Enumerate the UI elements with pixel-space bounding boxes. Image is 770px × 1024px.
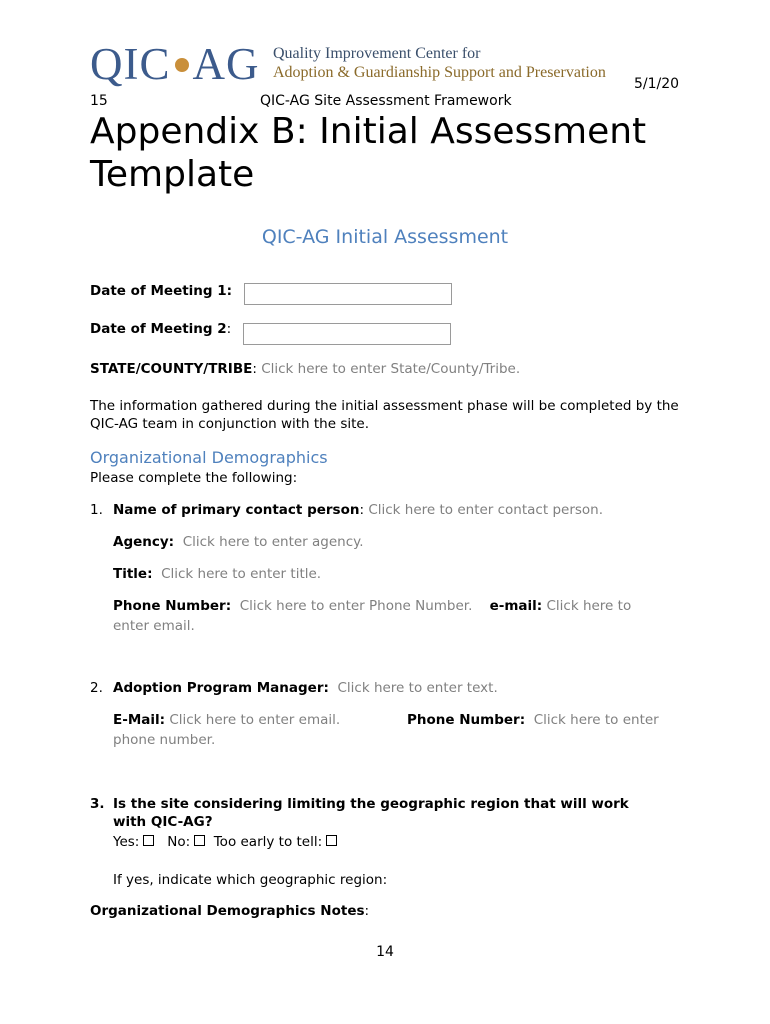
logo-wordmark: QIC AG bbox=[90, 39, 260, 89]
q1-sep: : bbox=[359, 502, 369, 518]
title-row bbox=[113, 564, 321, 584]
page-number: 14 bbox=[376, 944, 394, 960]
title-input[interactable]: Click here to enter title. bbox=[161, 566, 322, 582]
q3-question-line2: with QIC-AG? bbox=[113, 814, 213, 830]
agency-input[interactable]: Click here to enter agency. bbox=[182, 534, 364, 550]
program-manager-input[interactable]: Click here to enter text. bbox=[337, 680, 498, 696]
contact-person-input[interactable]: Click here to enter contact person. bbox=[368, 502, 604, 518]
q2-email-row bbox=[113, 710, 340, 730]
meeting-date-2-label: Date of Meeting 2 bbox=[90, 321, 227, 337]
q2-row bbox=[113, 678, 498, 698]
q1-number: 1. bbox=[90, 502, 103, 518]
meeting-date-2-field[interactable] bbox=[243, 323, 451, 345]
q2-phone-row bbox=[407, 710, 659, 730]
meeting-date-1-field[interactable] bbox=[244, 283, 452, 305]
too-early-label: Too early to tell: bbox=[213, 834, 323, 850]
state-sep: : bbox=[252, 361, 262, 377]
header-doc-title: QIC-AG Site Assessment Framework bbox=[260, 93, 512, 109]
yes-label: Yes: bbox=[113, 834, 140, 850]
email-input-continued[interactable]: enter email. bbox=[113, 618, 195, 634]
page-title: Appendix B: Initial Assessment Template bbox=[90, 111, 647, 195]
state-label: STATE/COUNTY/TRIBE bbox=[90, 361, 253, 377]
q3-followup: If yes, indicate which geographic region: bbox=[113, 872, 388, 888]
q2-email-input[interactable]: Click here to enter email. bbox=[169, 712, 341, 728]
meeting-date-2-label-row bbox=[90, 321, 231, 337]
email-input[interactable]: Click here to bbox=[546, 598, 632, 614]
q2-phone-input-continued[interactable]: phone number. bbox=[113, 732, 216, 748]
phone-email-row bbox=[113, 596, 631, 616]
header-page-prefix: 15 bbox=[90, 93, 108, 109]
q2-phone-label: Phone Number: bbox=[407, 712, 526, 728]
no-label: No: bbox=[167, 834, 191, 850]
q3-number: 3. bbox=[90, 796, 105, 812]
phone-label: Phone Number: bbox=[113, 598, 232, 614]
email-label: e-mail: bbox=[489, 598, 543, 614]
q1-label: Name of primary contact person bbox=[113, 502, 360, 518]
meeting-date-2-colon: : bbox=[226, 321, 232, 337]
title-label: Title: bbox=[113, 566, 153, 582]
agency-row bbox=[113, 532, 364, 552]
notes-label: Organizational Demographics Notes bbox=[90, 903, 365, 919]
too-early-checkbox[interactable] bbox=[326, 835, 337, 846]
agency-label: Agency: bbox=[113, 534, 175, 550]
phone-input[interactable]: Click here to enter Phone Number. bbox=[239, 598, 473, 614]
no-checkbox[interactable] bbox=[194, 835, 205, 846]
form-title: QIC-AG Initial Assessment bbox=[261, 226, 509, 248]
qic-ag-logo bbox=[90, 40, 650, 90]
q2-phone-input[interactable]: Click here to enter bbox=[533, 712, 659, 728]
q3-options bbox=[113, 832, 337, 852]
q2-email-label: E-Mail: bbox=[113, 712, 166, 728]
intro-paragraph: The information gathered during the initial assessment phase will be completed by the QIC-AG team in conjunction with the site. bbox=[90, 398, 679, 432]
q3-question-line1: Is the site considering limiting the geographic region that will work bbox=[113, 796, 629, 812]
notes-row bbox=[90, 903, 369, 919]
section-heading: Organizational Demographics bbox=[90, 448, 328, 467]
logo-tagline-2: Adoption & Guardianship Support and Preservation bbox=[273, 64, 606, 81]
notes-colon: : bbox=[364, 903, 370, 919]
state-input[interactable]: Click here to enter State/County/Tribe. bbox=[261, 361, 521, 377]
header-date: 5/1/20 bbox=[634, 76, 680, 92]
logo-tagline-1: Quality Improvement Center for bbox=[273, 45, 481, 62]
meeting-date-1-label: Date of Meeting 1: bbox=[90, 283, 233, 299]
q2-number: 2. bbox=[90, 680, 103, 696]
q2-label: Adoption Program Manager: bbox=[113, 680, 329, 696]
section-subtext: Please complete the following: bbox=[90, 470, 298, 486]
q1-row bbox=[113, 500, 603, 520]
logo-dot-icon bbox=[175, 58, 189, 72]
yes-checkbox[interactable] bbox=[143, 835, 154, 846]
state-row bbox=[90, 361, 520, 377]
